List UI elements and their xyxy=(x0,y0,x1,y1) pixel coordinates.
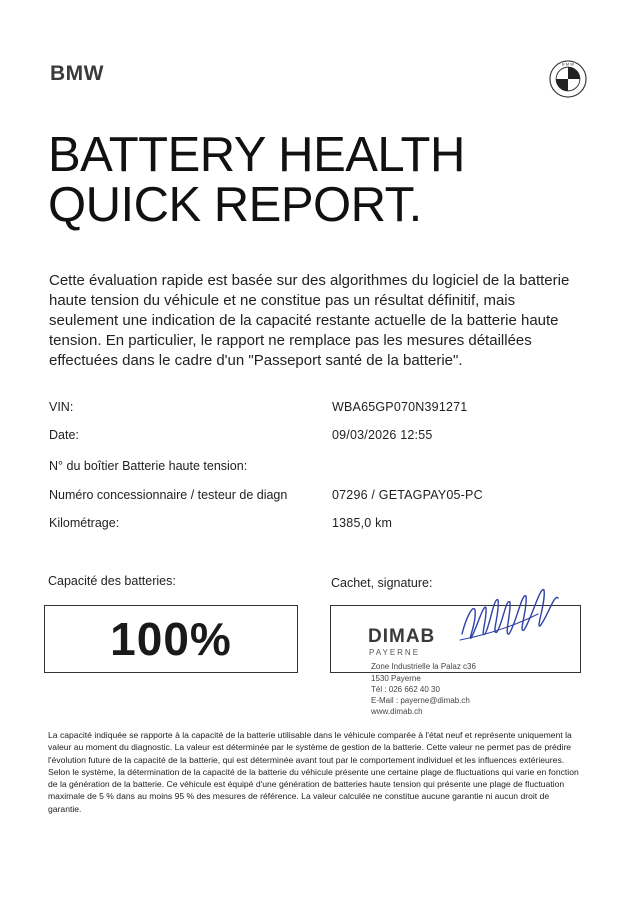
dealer-number-value: 07296 / GETAGPAY05-PC xyxy=(332,488,483,502)
stamp-email-line: E-Mail : payerne@dimab.ch xyxy=(371,696,470,705)
capacity-value: 100% xyxy=(110,613,232,665)
logo-text: B M W xyxy=(562,61,574,67)
disclaimer-footnote: La capacité indiquée se rapporte à la capacité de la batterie utilisable dans le véhicule comparée à l'état neuf et représente uniquement la valeur au moment du diagnostic. La valeur est déterminée par le système de gestion de la batterie. Cette valeur ne permet pas de prédire l'évolution future de la capacité de la batterie, qui est déterminée avant tout par le comportement individuel et les influences extérieures. Selon le système, la détermination de la capacité de la batterie du véhicule présente une certaine plage de fluctuations qui varie en fonction de la génération de la batterie. Ce véhicule est équipé d'une génération de batteries haute tension qui présente une plage de fluctuation maximale de 5 % dans au moins 95 % des mesures de référence. La valeur calculée ne constitue aucune garantie ni aucun droit de garantie. xyxy=(48,730,579,814)
date-label: Date: xyxy=(49,428,79,442)
mileage-label: Kilométrage: xyxy=(49,516,120,530)
stamp-dealer-name: DIMAB xyxy=(368,626,436,647)
battery-box-number-label: N° du boîtier Batterie haute tension: xyxy=(49,459,248,473)
intro-text: Cette évaluation rapide est basée sur des algorithmes du logiciel de la batterie haute tension du véhicule et ne constitue pas un résultat définitif, mais seulement une indication de la capacité restante actuelle de la batterie haute tension. En particulier, le rapport ne remplace pas les mesures détaillées effectuées dans le cadre d'un "Passeport santé de la batterie". xyxy=(49,272,570,369)
stamp-address-line: Zone Industrielle la Palaz c36 xyxy=(371,662,476,671)
date-value: 09/03/2026 12:55 xyxy=(332,428,433,442)
stamp-dealer-city: PAYERNE xyxy=(369,648,421,657)
brand-wordmark: BMW xyxy=(50,62,104,85)
capacity-label: Capacité des batteries: xyxy=(48,574,176,588)
bmw-roundel-icon xyxy=(549,60,587,98)
dealer-number-label: Numéro concessionnaire / testeur de diagn xyxy=(49,488,288,502)
page-title xyxy=(48,130,465,230)
vin-value: WBA65GP070N391271 xyxy=(332,400,468,414)
stamp-phone-line: Tél : 026 662 40 30 xyxy=(371,685,440,694)
stamp-label: Cachet, signature: xyxy=(331,576,433,590)
title-line-1: BATTERY HEALTH xyxy=(48,128,465,182)
handwritten-signature xyxy=(440,578,570,658)
mileage-value: 1385,0 km xyxy=(332,516,393,530)
stamp-postal-line: 1530 Payerne xyxy=(371,674,421,683)
capacity-box xyxy=(44,605,298,673)
vin-label: VIN: xyxy=(49,400,74,414)
title-line-2: QUICK REPORT. xyxy=(48,178,422,232)
stamp-website-line: www.dimab.ch xyxy=(371,707,423,716)
